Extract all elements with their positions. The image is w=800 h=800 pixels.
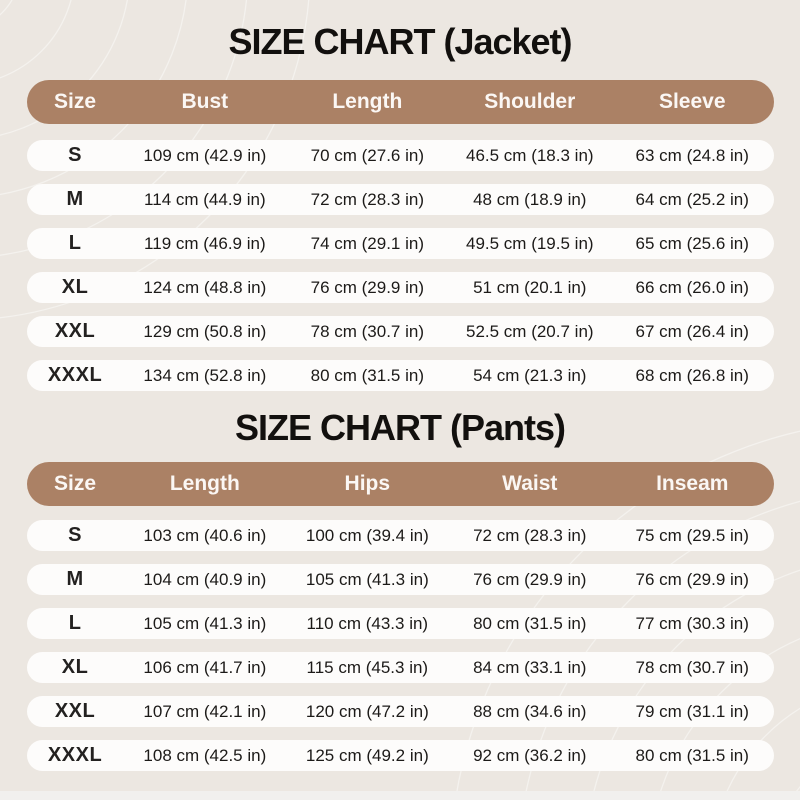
measurement-cell: 109 cm (42.9 in) [143, 145, 267, 165]
column-header-shoulder: Shoulder [484, 90, 576, 113]
measurement-cell: 75 cm (29.5 in) [635, 525, 749, 545]
measurement-cell: 92 cm (36.2 in) [473, 745, 587, 765]
measurement-cell: 105 cm (41.3 in) [305, 569, 429, 589]
table-row [27, 652, 774, 683]
measurement-cell: 63 cm (24.8 in) [635, 145, 749, 165]
measurement-cell: 72 cm (28.3 in) [473, 525, 587, 545]
measurement-cell: 46.5 cm (18.3 in) [466, 145, 594, 165]
measurement-cell: 80 cm (31.5 in) [310, 365, 424, 385]
table-row [27, 228, 774, 259]
measurement-cell: 108 cm (42.5 in) [143, 745, 267, 765]
size-cell: L [68, 612, 82, 634]
column-header-inseam: Inseam [656, 472, 729, 495]
measurement-cell: 68 cm (26.8 in) [635, 365, 749, 385]
measurement-cell: 134 cm (52.8 in) [143, 365, 267, 385]
jacket-header-row [27, 80, 774, 124]
measurement-cell: 77 cm (30.3 in) [635, 613, 749, 633]
measurement-cell: 76 cm (29.9 in) [310, 277, 424, 297]
table-row [27, 360, 774, 391]
measurement-cell: 64 cm (25.2 in) [635, 189, 749, 209]
measurement-cell: 125 cm (49.2 in) [305, 745, 429, 765]
measurement-cell: 66 cm (26.0 in) [635, 277, 749, 297]
measurement-cell: 48 cm (18.9 in) [473, 189, 587, 209]
measurement-cell: 80 cm (31.5 in) [473, 613, 587, 633]
measurement-cell: 54 cm (21.3 in) [473, 365, 587, 385]
measurement-cell: 72 cm (28.3 in) [310, 189, 424, 209]
measurement-cell: 49.5 cm (19.5 in) [466, 233, 594, 253]
measurement-cell: 70 cm (27.6 in) [310, 145, 424, 165]
column-header-sleeve: Sleeve [658, 90, 726, 113]
size-cell: XXL [54, 320, 96, 342]
measurement-cell: 106 cm (41.7 in) [143, 657, 267, 677]
size-cell: XXL [54, 700, 96, 722]
table-row [27, 272, 774, 303]
table-row [27, 608, 774, 639]
table-row [27, 696, 774, 727]
measurement-cell: 67 cm (26.4 in) [635, 321, 749, 341]
measurement-cell: 103 cm (40.6 in) [143, 525, 267, 545]
measurement-cell: 88 cm (34.6 in) [473, 701, 587, 721]
measurement-cell: 115 cm (45.3 in) [306, 657, 429, 677]
measurement-cell: 51 cm (20.1 in) [473, 277, 587, 297]
size-cell: S [68, 524, 82, 546]
column-header-size: Size [54, 90, 97, 113]
table-row [27, 140, 774, 171]
size-cell: S [68, 144, 82, 166]
column-header-length: Length [169, 472, 240, 495]
size-cell: XL [61, 656, 89, 678]
size-cell: XXXL [47, 744, 103, 766]
measurement-cell: 119 cm (46.9 in) [144, 233, 266, 253]
measurement-cell: 79 cm (31.1 in) [635, 701, 749, 721]
column-header-size: Size [54, 472, 97, 495]
size-cell: M [66, 188, 84, 210]
table-row [27, 740, 774, 771]
measurement-cell: 74 cm (29.1 in) [310, 233, 424, 253]
measurement-cell: 52.5 cm (20.7 in) [466, 321, 594, 341]
measurement-cell: 78 cm (30.7 in) [310, 321, 424, 341]
column-header-hips: Hips [344, 472, 391, 495]
size-cell: XL [61, 276, 89, 298]
charts-container [27, 0, 774, 771]
column-header-length: Length [332, 90, 403, 113]
size-cell: M [66, 568, 84, 590]
measurement-cell: 104 cm (40.9 in) [143, 569, 267, 589]
pants-chart-title: SIZE CHART (Pants) [234, 407, 565, 448]
table-row [27, 316, 774, 347]
size-cell: XXXL [47, 364, 103, 386]
measurement-cell: 105 cm (41.3 in) [143, 613, 267, 633]
table-row [27, 184, 774, 215]
measurement-cell: 110 cm (43.3 in) [306, 613, 429, 633]
measurement-cell: 120 cm (47.2 in) [305, 701, 429, 721]
measurement-cell: 100 cm (39.4 in) [305, 525, 429, 545]
measurement-cell: 80 cm (31.5 in) [635, 745, 749, 765]
measurement-cell: 129 cm (50.8 in) [143, 321, 267, 341]
measurement-cell: 114 cm (44.9 in) [144, 189, 266, 209]
measurement-cell: 78 cm (30.7 in) [635, 657, 749, 677]
jacket-chart-title: SIZE CHART (Jacket) [228, 21, 572, 62]
bottom-edge-strip [0, 791, 800, 800]
measurement-cell: 84 cm (33.1 in) [473, 657, 587, 677]
table-row [27, 564, 774, 595]
measurement-cell: 124 cm (48.8 in) [143, 277, 267, 297]
pants-header-row [27, 462, 774, 506]
measurement-cell: 76 cm (29.9 in) [635, 569, 749, 589]
measurement-cell: 65 cm (25.6 in) [635, 233, 749, 253]
size-cell: L [68, 232, 82, 254]
table-row [27, 520, 774, 551]
measurement-cell: 76 cm (29.9 in) [473, 569, 587, 589]
column-header-waist: Waist [502, 472, 558, 495]
measurement-cell: 107 cm (42.1 in) [143, 701, 267, 721]
column-header-bust: Bust [181, 90, 229, 113]
